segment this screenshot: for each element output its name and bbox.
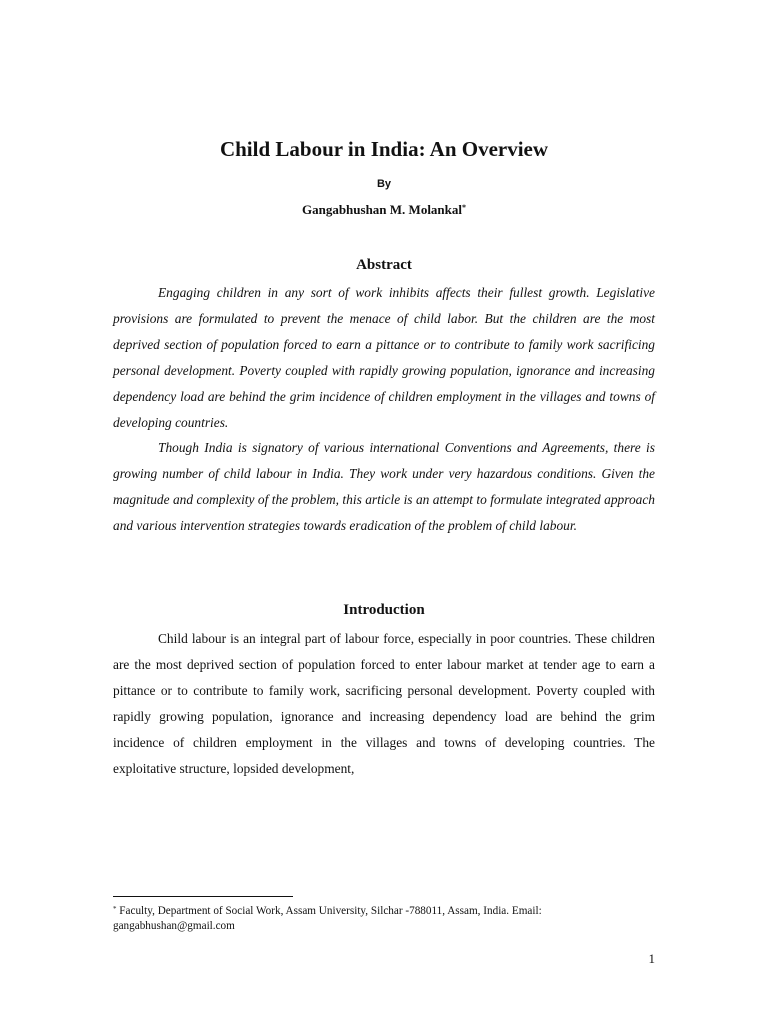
footnote [113, 904, 658, 934]
introduction-paragraph: Child labour is an integral part of labour force, especially in poor countries. These children are the most deprived section of population forced to enter labour market at tender age to earn a pittance or to contribute to family work, sacrificing personal development. Poverty coupled with rapidly growing population, ignorance and increasing dependency load are behind the grim incidence of children employment in the villages and towns of developing countries. The exploitative structure, lopsided development, [113, 631, 655, 776]
paper-title: Child Labour in India: An Overview [219, 137, 549, 161]
author-line [0, 201, 768, 219]
introduction-body [113, 626, 655, 781]
page-number: 1 [648, 951, 655, 966]
footnote-text: Faculty, Department of Social Work, Assam University, Silchar -788011, Assam, India. Email: gangabhushan@gmail.com [113, 905, 542, 932]
author-footnote-mark: * [462, 203, 467, 212]
abstract-heading: Abstract [356, 257, 412, 273]
footnote-mark: * [113, 905, 117, 913]
abstract-paragraph: Engaging children in any sort of work inhibits affects their fullest growth. Legislative provisions are formulated to prevent the menace of child labor. But the children are the most deprived section of population forced to earn a pittance or to contribute to family work sacrificing personal development. Poverty coupled with rapidly growing population, ignorance and increasing dependency load are behind the grim incidence of children employment in the villages and towns of developing countries. [113, 285, 655, 430]
by-label: By [376, 178, 392, 190]
introduction-heading: Introduction [343, 602, 425, 618]
abstract-body [113, 280, 655, 539]
abstract-paragraph: Though India is signatory of various international Conventions and Agreements, there is growing number of child labour in India. They work under very hazardous conditions. Given the magnitude and complexity of the problem, this article is an attempt to formulate integrated approach and various intervention strategies towards eradication of the problem of child labour. [113, 440, 655, 534]
author-name: Gangabhushan M. Molankal [301, 202, 463, 217]
footnote-separator [113, 896, 293, 897]
